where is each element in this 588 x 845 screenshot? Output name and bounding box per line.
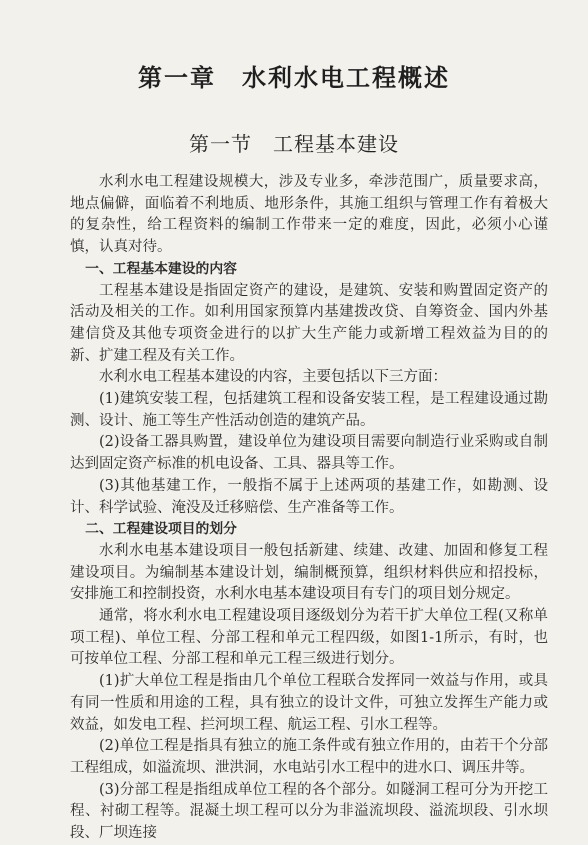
- paragraph: (1)扩大单位工程是指由几个单位工程联合发挥同一效益与作用，或具有同一性质和用途的工程，具有独立的设计文件，可独立发挥生产能力或效益，如发电工程、拦河坝工程、航运工程、引水工程等。: [70, 673, 548, 733]
- paragraph: 水利水电工程基本建设的内容，主要包括以下三方面：: [99, 369, 447, 386]
- paragraph: 水利水电基本建设项目一般包括新建、续建、改建、加固和修复工程建设项目。为编制基本建设计划，编制概预算，组织材料供应和招投标，安排施工和控制投资，水利水电基本建设项目有专门的项目划分规定。: [70, 542, 548, 603]
- heading: 一、工程基本建设的内容: [85, 260, 237, 277]
- paragraph: (2)设备工器具购置，建设单位为建设项目需要向制造行业采购或自制达到固定资产标准的机电设备、工具、器具等工作。: [70, 434, 548, 473]
- section-title: 第一节 工程基本建设: [189, 132, 399, 156]
- chapter-title: 第一章 水利水电工程概述: [138, 64, 450, 92]
- paragraph: 通常，将水利水电工程建设项目逐级划分为若干扩大单位工程(又称单项工程)、单位工程、分部工程和单元工程四级，如图1-1所示，有时，也可按单位工程、分部工程和单元工程三级进行划分。: [70, 608, 548, 668]
- body-text: [70, 172, 548, 845]
- paragraph: 工程基本建设是指固定资产的建设，是建筑、安装和购置固定资产的活动及相关的工作。如利用国家预算内基建拨改贷、自筹资金、国内外基建信贷及其他专项资金进行的以扩大生产能力或新增工程效益为目的的新、扩建工程及有关工作。: [70, 282, 548, 364]
- paragraph: (3)其他基建工作，一般指不属于上述两项的基建工作，如勘测、设计、科学试验、淹没及迁移赔偿、生产准备等工作。: [70, 477, 548, 516]
- paragraph: 水利水电工程建设规模大，涉及专业多，牵涉范围广，质量要求高，地点偏僻，面临着不利地质、地形条件，其施工组织与管理工作有着极大的复杂性，给工程资料的编制工作带来一定的难度，因此，必须小心谨慎，认真对待。: [70, 174, 548, 256]
- paragraph: (2)单位工程是指具有独立的施工条件或有独立作用的，由若干个分部工程组成，如溢流坝、泄洪洞，水电站引水工程中的进水口、调压井等。: [70, 738, 548, 776]
- paragraph: (3)分部工程是指组成单位工程的各个部分。如隧洞工程可分为开挖工程、衬砌工程等。混凝土坝工程可以分为非溢流坝段、溢流坝段、引水坝段、厂坝连接: [70, 781, 548, 842]
- paragraph: (1)建筑安装工程，包括建筑工程和设备安装工程，是工程建设通过勘测、设计、施工等生产性活动创造的建筑产品。: [70, 391, 548, 429]
- heading: 二、工程建设项目的划分: [85, 521, 237, 538]
